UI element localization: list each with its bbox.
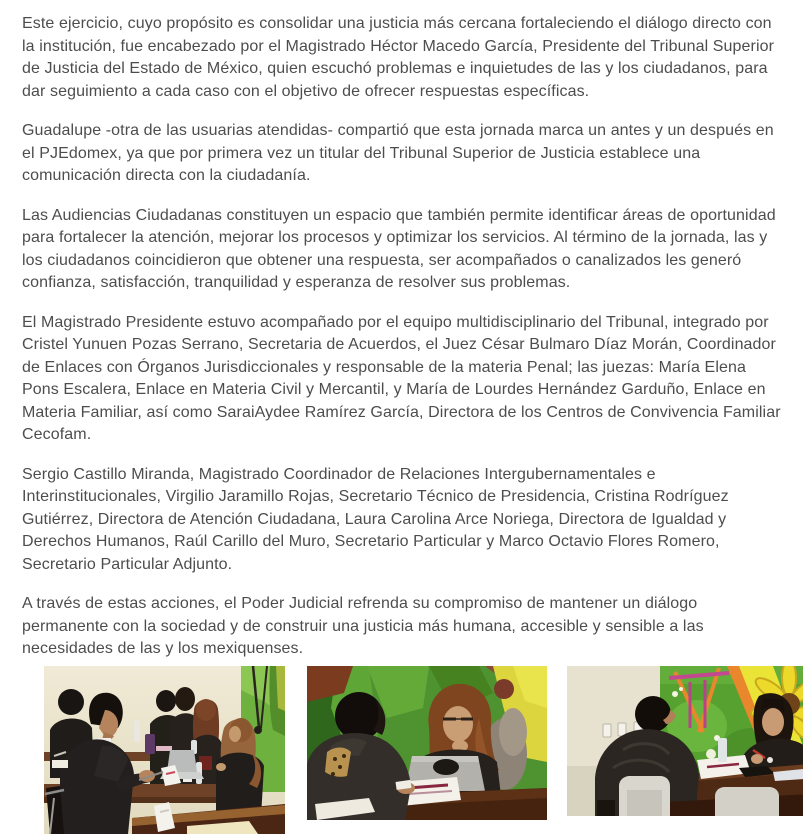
article-paragraph-3: Las Audiencias Ciudadanas constituyen un espacio que también permite identificar áreas de oportunidad para fortalecer la atención, mejorar los procesos y optimizar los servicios. Al término de la jornada, las y los ciudadanos coincidieron que obtener una respuesta, ser acompañados o canalizados les generó confianza, satisfacción, tranquilidad y esperanza de resolver sus problemas. [22,206,776,291]
article-paragraph-5: Sergio Castillo Miranda, Magistrado Coordinador de Relaciones Intergubernamentales e Interinstitucionales, Virgilio Jaramillo Rojas, Secretario Técnico de Presidencia, Cristina Rodríguez Gutiérrez, Directora de Atención Ciudadana, Laura Carolina Arce Noriega, Directora de Igualdad y Derechos Humanos, Raúl Carillo del Muro, Secretario Particular y Marco Octavio Flores Romero, Secretario Particular Adjunto. [22,465,729,573]
photo-gallery [22,666,783,834]
photo-audiencia-mesas [44,666,285,834]
article-paragraph-4: El Magistrado Presidente estuvo acompañado por el equipo multidisciplinario del Tribunal, integrado por Cristel Yunuen Pozas Serrano, Secretaria de Acuerdos, el Juez César Bulmaro Díaz Morán, Coordinador de Enlaces con Órganos Jurisdiccionales y responsable de la materia Penal; las juezas: María Elena Pons Escalera, Enlace en Materia Civil y Mercantil, y María de Lourdes Hernández Garduño, Enlace en Materia Familiar, así como SaraiAydee Ramírez García, Directora de los Centros de Convivencia Familiar Cecofam. [22,313,781,443]
photo-2-illustration [307,666,547,820]
article-paragraph-2: Guadalupe -otra de las usuarias atendidas- compartió que esta jornada marca un antes y un después en el PJEdomex, ya que por primera vez un titular del Tribunal Superior de Justicia establece una comunicación directa con la ciudadanía. [22,122,774,184]
article-paragraph-6: A través de estas acciones, el Poder Judicial refrenda su compromiso de mantener un diálogo permanente con la sociedad y de construir una justicia más humana, accesible y sensible a las necesidades de las y los mexiquenses. [22,595,704,657]
photo-3-illustration [567,666,803,816]
article-paragraph-1: Este ejercicio, cuyo propósito es consolidar una justicia más cercana fortaleciendo el diálogo directo con la institución, fue encabezado por el Magistrado Héctor Macedo García, Presidente del Tribunal Superior de Justicia del Estado de México, quien escuchó problemas e inquietudes de las y los ciudadanos, para dar seguimiento a cada caso con el objetivo de ofrecer respuestas específicas. [22,15,775,100]
photo-audiencia-laptop [307,666,547,820]
photo-1-illustration [44,666,285,834]
photo-audiencia-escritorio [567,666,803,816]
